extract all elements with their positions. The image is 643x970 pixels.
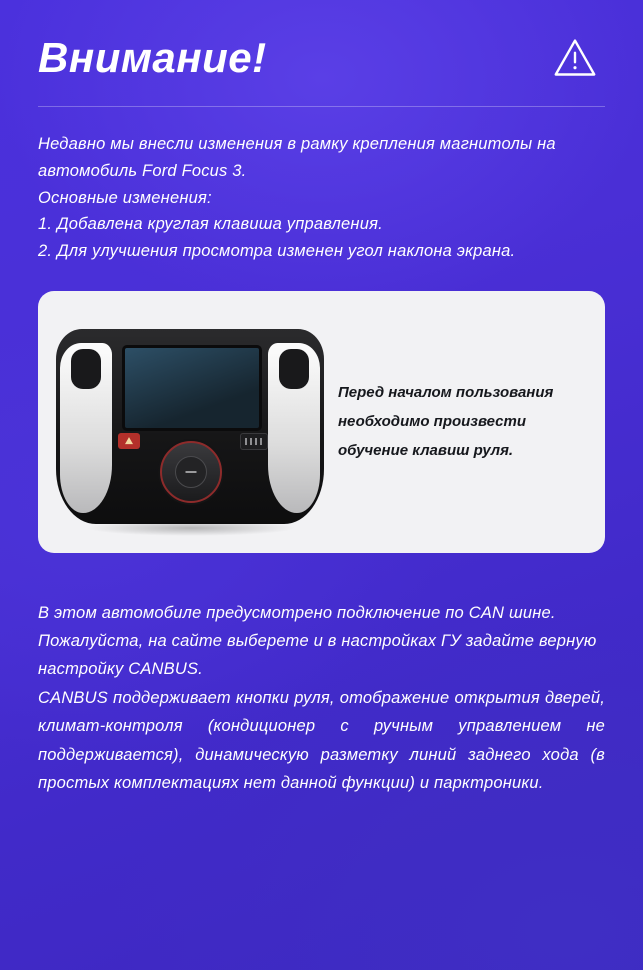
lower-text-block (38, 599, 605, 798)
rotary-control-knob (160, 441, 222, 503)
card-note-line-2: необходимо произвести (338, 413, 527, 431)
unit-display-screen (122, 345, 262, 431)
page-title: Внимание! (38, 34, 267, 81)
card-note-text (338, 378, 575, 466)
unit-vent-right-icon (279, 349, 309, 389)
header-divider (38, 106, 605, 107)
unit-vent-left-icon (71, 349, 101, 389)
page-header (38, 0, 605, 102)
rear-defrost-icon (240, 433, 268, 450)
head-unit-photo (38, 291, 338, 553)
unit-shadow (86, 520, 296, 536)
intro-line-4: 2. Для улучшения просмотра изменен угол наклона экрана. (38, 241, 516, 260)
canbus-paragraph-1: В этом автомобиле предусмотрено подключение по CAN шине. Пожалуйста, на сайте выберете и в настройках ГУ задайте верную настройку CANBUS. (38, 603, 597, 679)
intro-line-1: Недавно мы внесли изменения в рамку крепления магнитолы на автомобиль Ford Focus 3. (38, 135, 556, 180)
info-card (38, 291, 605, 553)
head-unit-illustration (56, 329, 324, 524)
intro-line-3: 1. Добавлена круглая клавиша управления. (38, 215, 383, 234)
hazard-lights-icon (118, 433, 140, 449)
card-note-line-3: обучение клавиш руля. (338, 442, 514, 460)
intro-text-block (38, 131, 605, 265)
canbus-paragraph-2: CANBUS поддерживает кнопки руля, отображение открытия дверей, климат-контроля (кондиционер с ручным управлением не поддерживается), динамическую разметку линий заднего хода (в простых комплектациях нет данной функции) и парктроники. (38, 688, 605, 792)
warning-triangle-icon (553, 36, 597, 80)
knob-inner (175, 456, 207, 488)
card-note-line-1: Перед началом пользования (338, 383, 554, 401)
intro-line-2: Основные изменения: (38, 188, 212, 207)
